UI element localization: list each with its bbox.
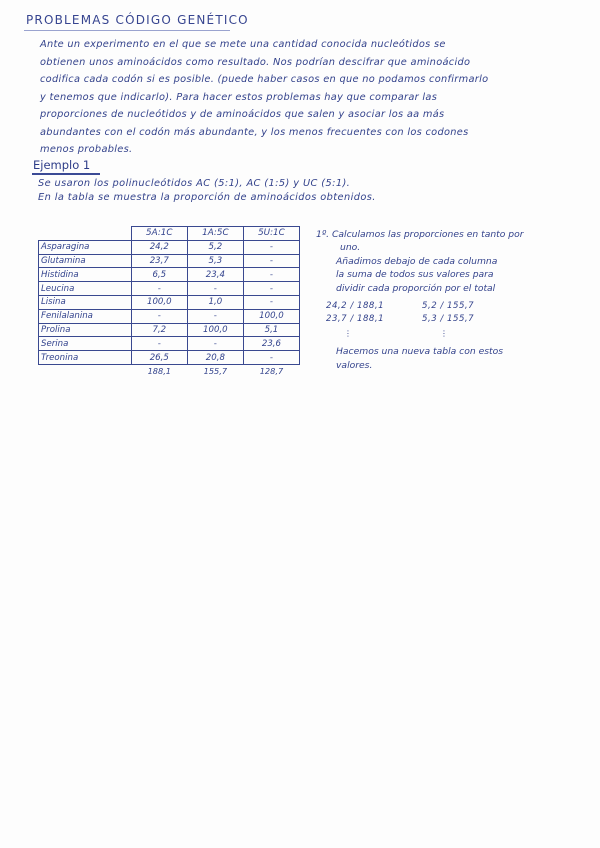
totals-row <box>39 364 300 377</box>
vertical-ellipsis: ⋮ <box>440 328 448 338</box>
table-row <box>39 337 300 351</box>
vertical-ellipsis: ⋮ <box>344 328 352 338</box>
table-cell: 5,3 <box>187 254 243 268</box>
table-cell: 100,0 <box>243 309 299 323</box>
table-row <box>39 282 300 296</box>
calculation: 24,2 / 188,1 <box>326 301 385 312</box>
page-title: PROBLEMAS CÓDIGO GENÉTICO <box>26 13 249 27</box>
amino-acid-name: Asparagina <box>39 240 132 254</box>
side-note-line: valores. <box>336 359 373 371</box>
column-total: 128,7 <box>259 366 284 377</box>
intro-line: proporciones de nucleótidos y de aminoácidos que salen y asociar los aa más <box>40 109 445 120</box>
table-row <box>39 309 300 323</box>
example-title: Ejemplo 1 <box>33 158 91 172</box>
amino-acid-name: Fenilalanina <box>39 309 132 323</box>
calculation: 5,2 / 155,7 <box>422 301 475 312</box>
example-line: En la tabla se muestra la proporción de aminoácidos obtenidos. <box>38 192 376 203</box>
table-cell: 26,5 <box>131 351 187 365</box>
side-note-line: Hacemos una nueva tabla con estos <box>336 346 504 358</box>
table-cell: 5,1 <box>243 323 299 337</box>
calculation: 23,7 / 188,1 <box>326 314 385 325</box>
amino-acid-name: Serina <box>39 337 132 351</box>
table-cell: 1,0 <box>187 295 243 309</box>
table-cell: - <box>187 337 243 351</box>
amino-acid-name: Treonina <box>39 351 132 365</box>
column-header: 5A:1C <box>131 227 187 241</box>
column-total: 155,7 <box>203 366 228 377</box>
title-underline <box>24 30 230 31</box>
table-row <box>39 254 300 268</box>
table-cell: 6,5 <box>131 268 187 282</box>
table-cell: 5,2 <box>187 240 243 254</box>
table-row <box>39 268 300 282</box>
amino-acid-name: Prolina <box>39 323 132 337</box>
side-note-line: la suma de todos sus valores para <box>336 269 494 281</box>
table-cell: - <box>131 282 187 296</box>
example-line: Se usaron los polinucleótidos AC (5:1), AC (1:5) y UC (5:1). <box>38 178 351 189</box>
side-note-line: dividir cada proporción por el total <box>336 282 496 294</box>
intro-paragraph <box>40 36 568 159</box>
table-cell: 100,0 <box>131 295 187 309</box>
table-row <box>39 351 300 365</box>
calculation-line <box>316 313 596 326</box>
intro-line: menos probables. <box>40 144 133 155</box>
table-cell: - <box>243 351 299 365</box>
calculation-line <box>316 300 596 313</box>
table-corner <box>39 227 132 241</box>
table-cell: 23,6 <box>243 337 299 351</box>
table-cell: 100,0 <box>187 323 243 337</box>
table-cell: - <box>187 282 243 296</box>
amino-acid-name: Lisina <box>39 295 132 309</box>
example-title-underline <box>32 173 100 175</box>
table-cell: - <box>243 282 299 296</box>
column-header: 1A:5C <box>187 227 243 241</box>
side-note-line: Añadimos debajo de cada columna <box>336 255 498 267</box>
intro-line: codifica cada codón si es posible. (puede haber casos en que no podamos confirmarlo <box>40 74 489 85</box>
ellipsis-line <box>316 327 596 340</box>
side-notes <box>316 228 596 372</box>
example-description <box>38 177 376 205</box>
table-cell: - <box>187 309 243 323</box>
intro-line: abundantes con el codón más abundante, y los menos frecuentes con los codones <box>40 126 469 138</box>
table-cell: - <box>243 295 299 309</box>
intro-line: Ante un experimento en el que se mete una cantidad conocida nucleótidos se <box>40 39 446 50</box>
table-cell: - <box>131 309 187 323</box>
amino-acid-name: Glutamina <box>39 254 132 268</box>
column-header: 5U:1C <box>243 227 299 241</box>
intro-line: obtienen unos aminoácidos como resultado. Nos podrían descifrar que aminoácido <box>40 56 471 68</box>
side-note-line: uno. <box>340 242 361 254</box>
table-row <box>39 240 300 254</box>
amino-acid-table <box>38 226 300 378</box>
table-cell: 7,2 <box>131 323 187 337</box>
table-cell: 23,7 <box>131 254 187 268</box>
table-cell: - <box>243 240 299 254</box>
table-cell: 20,8 <box>187 351 243 365</box>
table-cell: - <box>243 268 299 282</box>
table-cell: - <box>131 337 187 351</box>
totals-label <box>39 364 132 377</box>
amino-acid-name: Histidina <box>39 268 132 282</box>
table-row <box>39 323 300 337</box>
amino-acid-name: Leucina <box>39 282 132 296</box>
table-cell: 24,2 <box>131 240 187 254</box>
intro-line: y tenemos que indicarlo). Para hacer estos problemas hay que comparar las <box>40 91 438 103</box>
side-note-line: 1º. Calculamos las proporciones en tanto por <box>316 229 524 240</box>
calculation: 5,3 / 155,7 <box>422 314 475 325</box>
table-cell: - <box>243 254 299 268</box>
table-cell: 23,4 <box>187 268 243 282</box>
table-row <box>39 295 300 309</box>
column-total: 188,1 <box>147 366 172 377</box>
